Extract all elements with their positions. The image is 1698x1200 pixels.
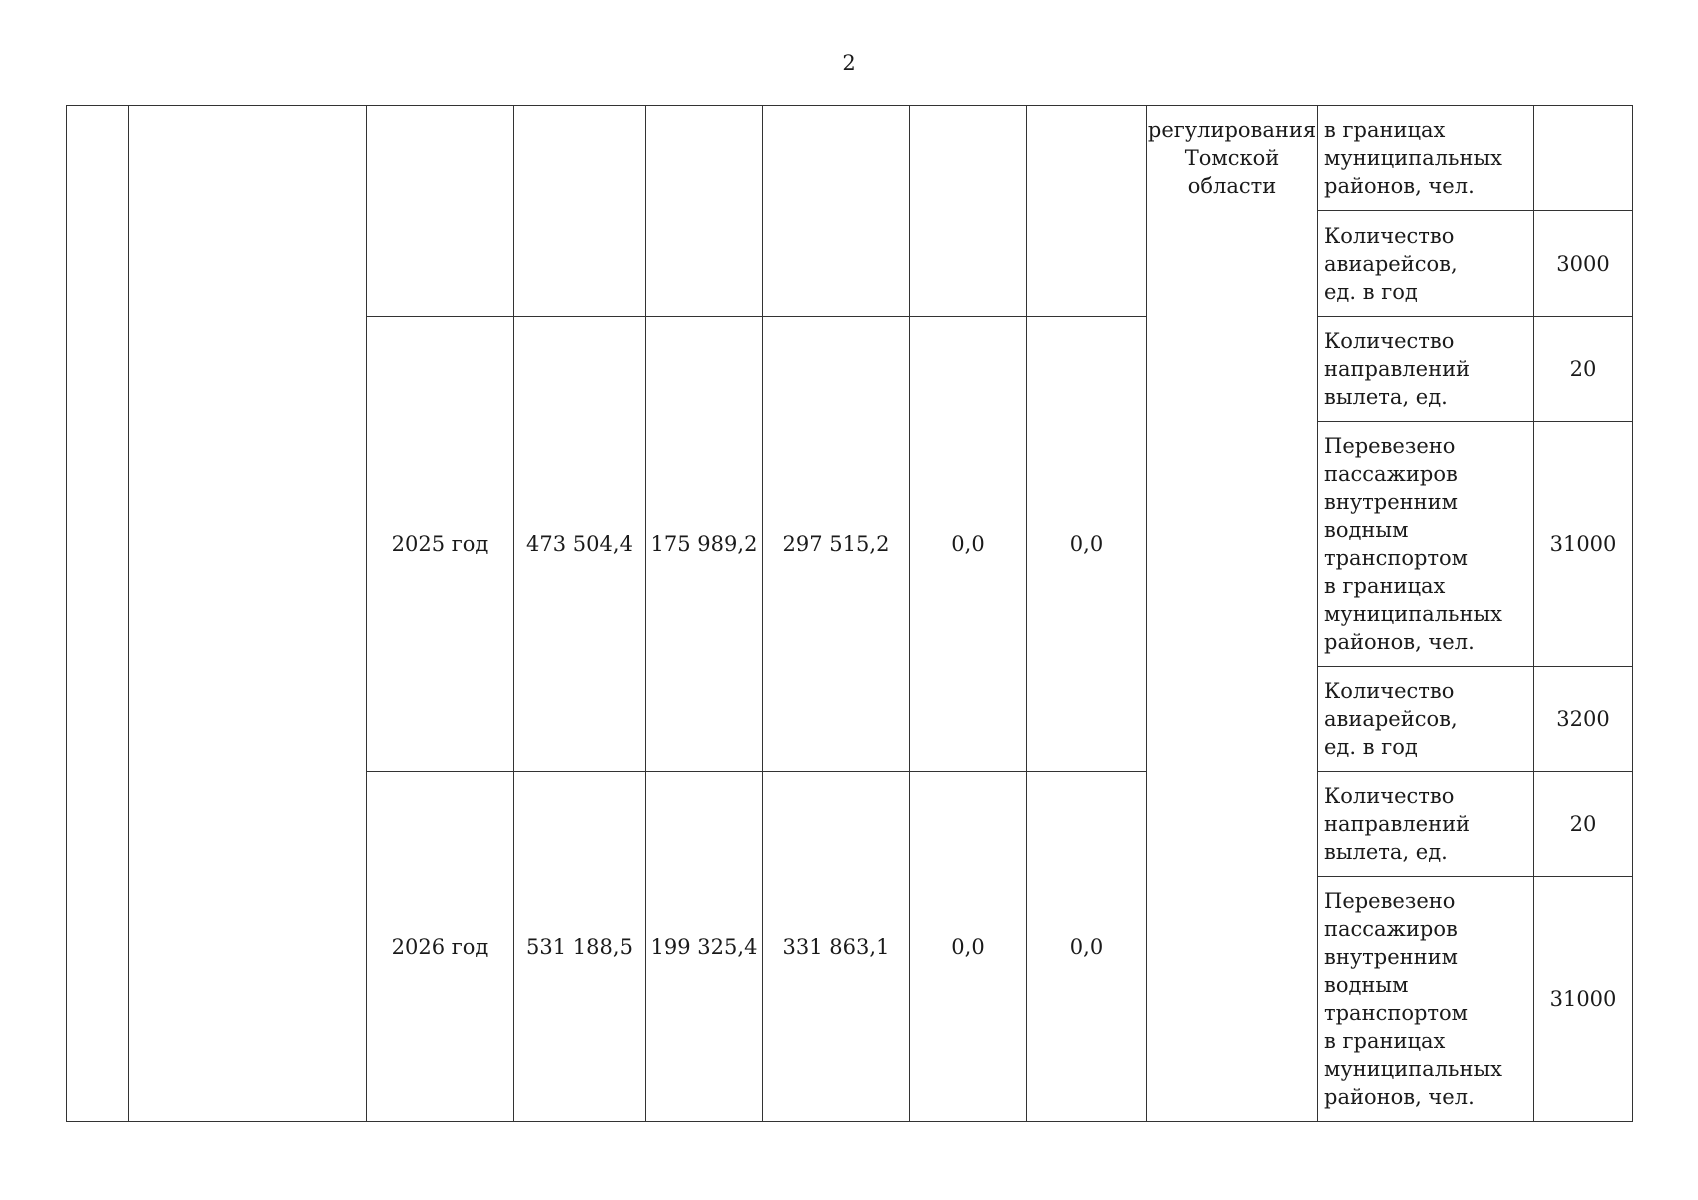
indicator-line: Перевезено [1324, 889, 1456, 913]
indicator-line: внутренним [1324, 945, 1458, 969]
indicator-line: водным [1324, 973, 1409, 997]
regional-cell: 297 515,2 [763, 317, 910, 772]
indicator-line: районов, чел. [1324, 1085, 1475, 1109]
executor-line: области [1187, 174, 1277, 198]
indicator-name-cell [1318, 106, 1534, 211]
indicator-line: Перевезено [1324, 434, 1456, 458]
indicator-line: водным [1324, 518, 1409, 542]
total-cell: 473 504,4 [514, 317, 646, 772]
indicator-line: авиарейсов, [1324, 251, 1458, 276]
other-cell: 0,0 [1027, 317, 1147, 772]
total-cell: 531 188,5 [514, 772, 646, 1122]
indicator-line: пассажиров [1324, 917, 1458, 941]
local-cell: 0,0 [910, 772, 1027, 1122]
indicator-line: вылета, ед. [1324, 840, 1448, 864]
other-cell: 0,0 [1027, 772, 1147, 1122]
indicator-line: муниципальных [1324, 146, 1503, 170]
indicator-line: ед. в год [1324, 735, 1418, 759]
indicator-line: районов, чел. [1324, 630, 1475, 654]
indicator-line: ед. в год [1324, 279, 1418, 304]
indicator-value-cell: 3200 [1534, 667, 1633, 772]
indicator-line: в границах [1324, 1029, 1446, 1053]
table-row [67, 106, 1633, 211]
indicator-line: Количество [1324, 223, 1455, 248]
indicator-line: районов, чел. [1324, 174, 1475, 198]
indicator-name-cell [1318, 877, 1534, 1122]
indicator-line: вылета, ед. [1324, 385, 1448, 409]
year-cell [367, 106, 514, 317]
number-cell [67, 106, 129, 1122]
indicator-line: в границах [1324, 118, 1446, 142]
indicator-line: Количество [1324, 329, 1455, 353]
indicator-value-cell: 31000 [1534, 422, 1633, 667]
indicator-line: пассажиров [1324, 462, 1458, 486]
regional-cell [763, 106, 910, 317]
indicator-name-cell [1318, 422, 1534, 667]
executor-line: Томской [1184, 146, 1280, 170]
other-cell [1027, 106, 1147, 317]
indicator-line: Количество [1324, 784, 1455, 808]
federal-cell: 175 989,2 [646, 317, 763, 772]
regional-cell: 331 863,1 [763, 772, 910, 1122]
indicator-line: Количество [1324, 679, 1455, 703]
indicator-name-cell [1318, 667, 1534, 772]
indicator-line: транспортом [1324, 1001, 1469, 1025]
financing-table [66, 105, 1633, 1122]
indicator-line: направлений [1324, 812, 1471, 836]
page-number: 2 [842, 51, 856, 75]
executor-cell [1147, 106, 1318, 1122]
indicator-name-cell [1318, 211, 1534, 317]
indicator-line: авиарейсов, [1324, 707, 1458, 731]
federal-cell [646, 106, 763, 317]
task-name-cell [129, 106, 367, 1122]
indicator-line: направлений [1324, 357, 1471, 381]
year-cell: 2026 год [367, 772, 514, 1122]
indicator-value-cell: 20 [1534, 317, 1633, 422]
total-cell [514, 106, 646, 317]
indicator-line: муниципальных [1324, 1057, 1503, 1081]
indicator-value-cell: 3000 [1534, 211, 1633, 317]
year-cell: 2025 год [367, 317, 514, 772]
indicator-line: муниципальных [1324, 602, 1503, 626]
indicator-line: внутренним [1324, 490, 1458, 514]
indicator-name-cell [1318, 317, 1534, 422]
indicator-line: транспортом [1324, 546, 1469, 570]
indicator-line: в границах [1324, 574, 1446, 598]
local-cell: 0,0 [910, 317, 1027, 772]
local-cell [910, 106, 1027, 317]
indicator-name-cell [1318, 772, 1534, 877]
indicator-value-cell [1534, 106, 1633, 211]
indicator-value-cell: 20 [1534, 772, 1633, 877]
indicator-value-cell: 31000 [1534, 877, 1633, 1122]
federal-cell: 199 325,4 [646, 772, 763, 1122]
executor-line: регулирования [1147, 118, 1317, 142]
